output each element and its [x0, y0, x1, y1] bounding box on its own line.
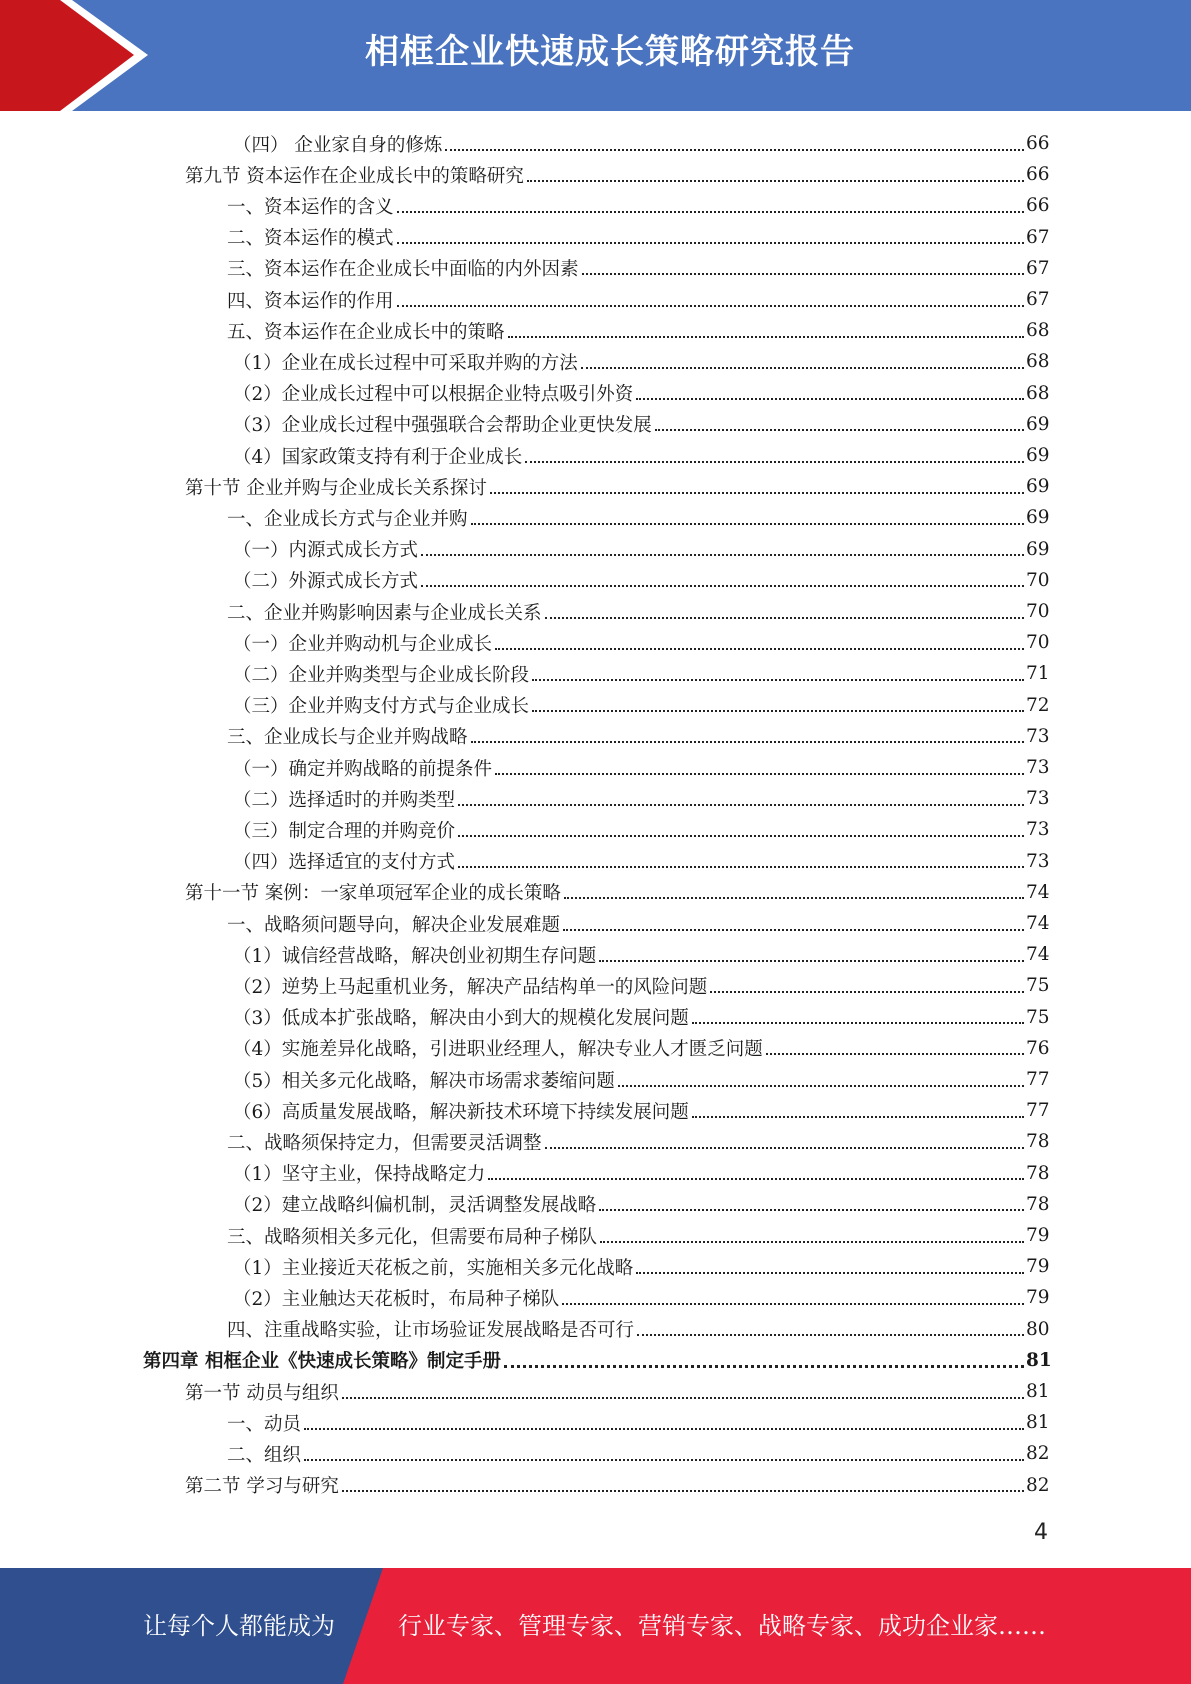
toc-entry[interactable]: [227, 721, 1048, 752]
toc-entry-label: （3）企业成长过程中强强联合会帮助企业更快发展: [233, 415, 652, 437]
toc-entry-label: （一）确定并购战略的前提条件: [233, 758, 493, 780]
toc-dot-leader: [527, 180, 1024, 182]
toc-entry[interactable]: [227, 190, 1048, 221]
toc-entry-label: （二）外源式成长方式: [233, 571, 419, 593]
toc-dot-leader: [342, 1397, 1024, 1399]
toc-entry-label: （1）主业接近天花板之前，实施相关多元化战略: [233, 1257, 634, 1279]
toc-entry-page: 67: [1026, 257, 1050, 279]
toc-entry-label: （二）企业并购类型与企业成长阶段: [233, 664, 530, 686]
toc-entry-page: 73: [1026, 819, 1050, 841]
toc-dot-leader: [600, 1241, 1024, 1243]
toc-entry-label: 三、企业成长与企业并购战略: [227, 727, 468, 749]
toc-entry-label: （一）企业并购动机与企业成长: [233, 633, 493, 655]
toc-dot-leader: [342, 1490, 1024, 1492]
toc-entry-page: 67: [1026, 226, 1050, 248]
toc-entry-page: 75: [1026, 975, 1050, 997]
toc-entry[interactable]: [233, 783, 1048, 814]
toc-entry-page: 76: [1026, 1037, 1050, 1059]
toc-entry[interactable]: [227, 222, 1048, 253]
toc-entry[interactable]: [233, 378, 1048, 409]
toc-entry[interactable]: [227, 1407, 1048, 1438]
toc-entry-label: 三、资本运作在企业成长中面临的内外因素: [227, 259, 579, 281]
toc-entry-page: 68: [1026, 382, 1050, 404]
toc-entry-label: 三、战略须相关多元化，但需要布局种子梯队: [227, 1226, 598, 1248]
toc-entry-page: 74: [1026, 944, 1050, 966]
toc-entry-page: 77: [1026, 1100, 1050, 1122]
toc-entry-page: 73: [1026, 850, 1050, 872]
toc-entry-label: （四） 企业家自身的修炼: [233, 134, 443, 156]
page-header: [0, 0, 1191, 111]
toc-dot-leader: [508, 336, 1024, 338]
toc-entry[interactable]: [185, 877, 1048, 908]
toc-entry-page: 66: [1026, 195, 1050, 217]
toc-entry-page: 74: [1026, 881, 1050, 903]
toc-entry-label: 一、资本运作的含义: [227, 196, 394, 218]
toc-dot-leader: [562, 1303, 1024, 1305]
toc-entry[interactable]: [233, 627, 1048, 658]
toc-dot-leader: [692, 1116, 1024, 1118]
toc-dot-leader: [525, 461, 1024, 463]
toc-entry-label: 第四章 相框企业《快速成长策略》制定手册: [143, 1351, 501, 1373]
toc-entry[interactable]: [233, 565, 1048, 596]
toc-entry-label: （三）企业并购支付方式与企业成长: [233, 696, 530, 718]
toc-entry[interactable]: [143, 1345, 1052, 1376]
toc-entry[interactable]: [227, 315, 1048, 346]
toc-dot-leader: [545, 617, 1024, 619]
toc-dot-leader: [545, 1147, 1024, 1149]
toc-entry-page: 81: [1026, 1349, 1052, 1371]
toc-dot-leader: [532, 710, 1024, 712]
toc-entry-page: 69: [1026, 507, 1050, 529]
toc-entry[interactable]: [233, 1189, 1048, 1220]
toc-dot-leader: [458, 804, 1024, 806]
toc-dot-leader: [495, 773, 1024, 775]
toc-dot-leader: [655, 429, 1024, 431]
toc-entry-page: 78: [1026, 1131, 1050, 1153]
toc-entry-label: （2）建立战略纠偏机制，灵活调整发展战略: [233, 1195, 597, 1217]
toc-entry-label: （2）企业成长过程中可以根据企业特点吸引外资: [233, 384, 634, 406]
toc-entry-page: 70: [1026, 601, 1050, 622]
toc-entry[interactable]: [227, 1220, 1048, 1251]
toc-entry[interactable]: [233, 409, 1048, 440]
toc-dot-leader: [397, 211, 1024, 213]
footer-slogan-right: 行业专家、管理专家、营销专家、战略专家、成功企业家……: [398, 1612, 1046, 1640]
toc-entry-label: （二）选择适时的并购类型: [233, 789, 456, 811]
toc-entry-page: 73: [1026, 725, 1050, 747]
toc-entry-label: （1）坚守主业，保持战略定力: [233, 1164, 486, 1186]
toc-entry-page: 69: [1026, 445, 1050, 466]
toc-entry-page: 79: [1026, 1225, 1050, 1246]
toc-dot-leader: [488, 1178, 1024, 1180]
toc-entry-page: 80: [1026, 1318, 1050, 1340]
toc-dot-leader: [532, 679, 1024, 681]
toc-dot-leader: [458, 866, 1024, 868]
toc-entry-page: 81: [1026, 1412, 1050, 1434]
toc-entry-label: （1）企业在成长过程中可采取并购的方法: [233, 352, 578, 374]
toc-entry[interactable]: [233, 346, 1048, 377]
toc-entry-page: 75: [1026, 1006, 1050, 1028]
toc-entry-label: 一、动员: [227, 1413, 302, 1435]
toc-entry-label: 第二节 学习与研究: [185, 1476, 339, 1498]
toc-entry-label: （4）国家政策支持有利于企业成长: [233, 446, 523, 468]
toc-entry[interactable]: [227, 596, 1048, 627]
toc-entry-label: 二、企业并购影响因素与企业成长关系: [227, 602, 542, 624]
toc-dot-leader: [618, 1085, 1024, 1087]
toc-entry[interactable]: [233, 752, 1048, 783]
toc-dot-leader: [471, 523, 1024, 525]
toc-entry-label: （6）高质量发展战略，解决新技术环境下持续发展问题: [233, 1101, 689, 1123]
toc-entry-label: 二、战略须保持定力，但需要灵活调整: [227, 1132, 542, 1154]
toc-dot-leader: [710, 991, 1024, 993]
toc-dot-leader: [581, 367, 1024, 369]
toc-entry-label: 二、资本运作的模式: [227, 228, 394, 250]
toc-entry-label: 第一节 动员与组织: [185, 1382, 339, 1404]
toc-entry[interactable]: [185, 1470, 1048, 1501]
toc-entry-label: 四、注重战略实验，让市场验证发展战略是否可行: [227, 1320, 635, 1342]
toc-dot-leader: [421, 554, 1024, 556]
toc-entry[interactable]: [227, 1126, 1048, 1157]
toc-entry[interactable]: [233, 440, 1048, 471]
toc-entry-page: 78: [1026, 1193, 1050, 1215]
toc-dot-leader: [458, 835, 1024, 837]
toc-entry-page: 70: [1026, 569, 1050, 591]
toc-entry-label: 二、组织: [227, 1444, 302, 1466]
toc-entry-label: （4）实施差异化战略，引进职业经理人，解决专业人才匮乏问题: [233, 1039, 763, 1061]
toc-entry-label: （三）制定合理的并购竞价: [233, 820, 456, 842]
toc-dot-leader: [582, 273, 1024, 275]
toc-dot-leader: [636, 1272, 1024, 1274]
toc-entry-page: 68: [1026, 320, 1050, 342]
toc-entry-label: 四、资本运作的作用: [227, 290, 394, 312]
page-footer: [0, 1568, 1191, 1684]
toc-entry[interactable]: [233, 1282, 1048, 1313]
toc-entry[interactable]: [185, 1376, 1048, 1407]
toc-entry[interactable]: [227, 284, 1048, 315]
toc-entry[interactable]: [227, 1438, 1048, 1469]
toc-entry[interactable]: [227, 502, 1048, 533]
toc-entry-page: 81: [1026, 1381, 1050, 1402]
toc-entry-page: 67: [1026, 289, 1050, 310]
toc-dot-leader: [304, 1459, 1024, 1461]
toc-entry[interactable]: [227, 908, 1048, 939]
toc-entry-page: 78: [1026, 1162, 1050, 1184]
toc-entry[interactable]: [227, 1314, 1048, 1345]
toc-entry-page: 82: [1026, 1474, 1050, 1496]
toc-entry-label: 第十节 企业并购与企业成长关系探讨: [185, 477, 487, 499]
toc-entry[interactable]: [227, 253, 1048, 284]
toc-entry-page: 69: [1026, 538, 1050, 560]
toc-dot-leader: [564, 897, 1024, 899]
toc-dot-leader: [692, 1022, 1024, 1024]
toc-dot-leader: [304, 1428, 1024, 1430]
toc-dot-leader: [504, 1365, 1024, 1368]
toc-entry-label: （3）低成本扩张战略，解决由小到大的规模化发展问题: [233, 1008, 689, 1030]
toc-entry-page: 82: [1026, 1443, 1050, 1465]
toc-dot-leader: [397, 242, 1024, 244]
page-number: 4: [1034, 1520, 1048, 1545]
toc-entry-page: 66: [1026, 133, 1050, 154]
toc-entry-page: 72: [1026, 694, 1050, 716]
toc-entry-page: 73: [1026, 757, 1050, 778]
toc-dot-leader: [490, 492, 1024, 494]
toc-entry-label: （四）选择适宜的支付方式: [233, 852, 456, 874]
toc-entry-label: 第十一节 案例：一家单项冠军企业的成长策略: [185, 883, 561, 905]
toc-entry-page: 71: [1026, 663, 1050, 685]
toc-dot-leader: [599, 960, 1024, 962]
toc-dot-leader: [599, 1209, 1024, 1211]
toc-entry[interactable]: [233, 846, 1048, 877]
toc-entry-page: 79: [1026, 1287, 1050, 1309]
toc-entry-label: 一、战略须问题导向，解决企业发展难题: [227, 914, 561, 936]
toc-entry[interactable]: [185, 159, 1048, 190]
toc-entry-page: 68: [1026, 351, 1050, 373]
toc-entry[interactable]: [233, 128, 1048, 159]
toc-entry-label: （一）内源式成长方式: [233, 540, 419, 562]
toc-entry[interactable]: [233, 658, 1048, 689]
toc-entry-label: 一、企业成长方式与企业并购: [227, 508, 468, 530]
toc-entry-page: 77: [1026, 1069, 1050, 1090]
toc-entry-label: （5）相关多元化战略，解决市场需求萎缩问题: [233, 1070, 615, 1092]
toc-entry[interactable]: [233, 1158, 1048, 1189]
toc-entry[interactable]: [185, 471, 1048, 502]
footer-slogan-left: 让每个人都能成为: [143, 1612, 335, 1640]
toc-entry-page: 73: [1026, 788, 1050, 810]
toc-dot-leader: [471, 741, 1024, 743]
toc-entry-page: 69: [1026, 413, 1050, 435]
toc-dot-leader: [636, 398, 1024, 400]
toc-dot-leader: [445, 149, 1024, 151]
toc-entry-page: 69: [1026, 476, 1050, 498]
toc-entry-label: （2）主业触达天花板时，布局种子梯队: [233, 1288, 560, 1310]
toc-entry-page: 66: [1026, 164, 1050, 186]
toc-dot-leader: [495, 648, 1024, 650]
toc-entry-page: 74: [1026, 913, 1050, 934]
toc-dot-leader: [637, 1334, 1024, 1336]
toc-entry[interactable]: [233, 1064, 1048, 1095]
toc-entry-page: 70: [1026, 632, 1050, 654]
toc-entry[interactable]: [233, 690, 1048, 721]
toc-dot-leader: [397, 305, 1024, 307]
toc-entry[interactable]: [233, 534, 1048, 565]
toc-entry[interactable]: [233, 1095, 1048, 1126]
toc-entry[interactable]: [233, 1033, 1048, 1064]
toc-entry-page: 79: [1026, 1256, 1050, 1278]
toc-entry[interactable]: [233, 1002, 1048, 1033]
toc-dot-leader: [766, 1053, 1024, 1055]
toc-entry[interactable]: [233, 1251, 1048, 1282]
toc-dot-leader: [563, 929, 1024, 931]
toc-entry-label: 五、资本运作在企业成长中的策略: [227, 321, 505, 343]
toc-entry[interactable]: [233, 939, 1048, 970]
toc-dot-leader: [421, 585, 1024, 587]
toc-entry[interactable]: [233, 814, 1048, 845]
report-title: 相框企业快速成长策略研究报告: [365, 32, 855, 72]
toc-entry-label: （2）逆势上马起重机业务，解决产品结构单一的风险问题: [233, 976, 708, 998]
toc-entry-label: （1）诚信经营战略，解决创业初期生存问题: [233, 945, 597, 967]
toc-entry[interactable]: [233, 970, 1048, 1001]
toc-entry-label: 第九节 资本运作在企业成长中的策略研究: [185, 165, 524, 187]
